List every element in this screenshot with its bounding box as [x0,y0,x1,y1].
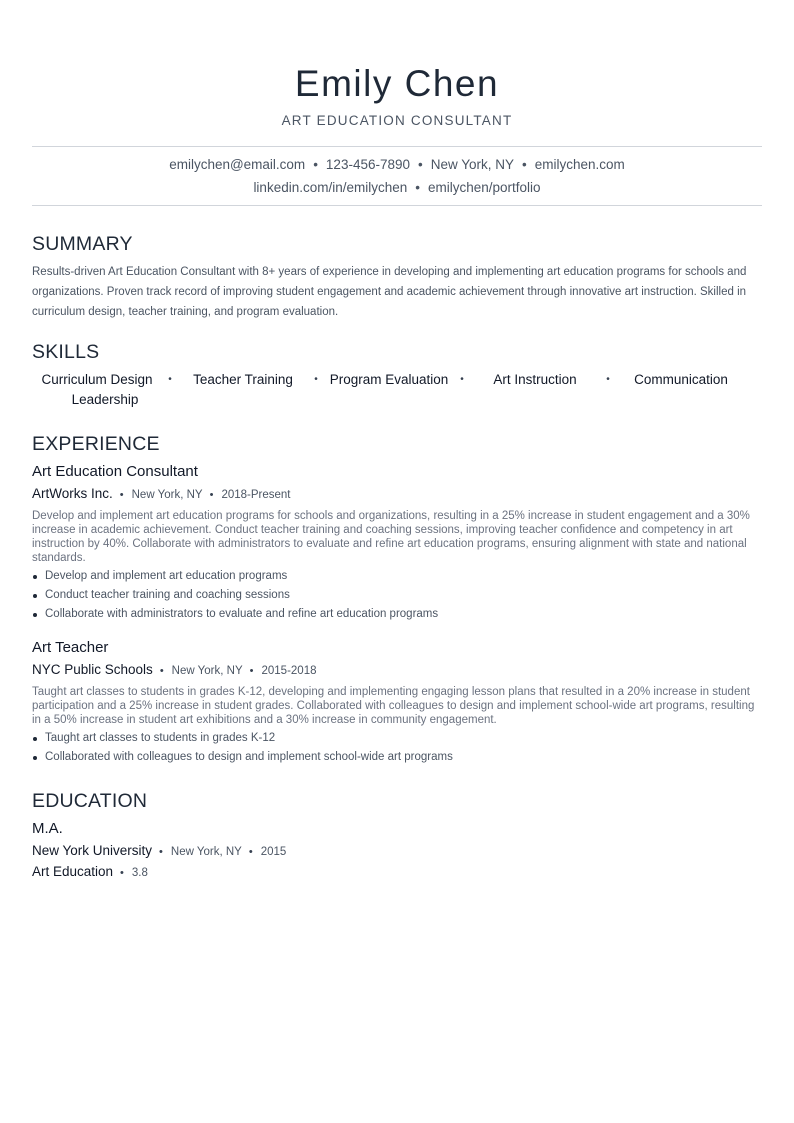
skill-item: Curriculum Design [41,372,153,387]
bullet-icon [33,575,37,579]
job-bullet [32,605,762,624]
job-bullet [32,586,762,605]
summary-text: Results-driven Art Education Consultant with 8+ years of experience in developing and implementing art education programs for schools and organizations. Proven track record of improving student engagement and academic achievement through innovative art instruction. Skilled in curriculum design, teacher training, and program evaluation. [32,266,747,318]
education-degree: M.A. [32,820,63,837]
meta-separator: • [209,489,214,501]
job-bullet-text: Collaborated with colleagues to design and implement school-wide art programs [45,751,453,763]
contact-portfolio[interactable]: emilychen/portfolio [428,180,541,195]
education-section [32,789,762,883]
contact-info [32,147,762,205]
skill-separator: • [606,374,610,385]
skill-item: Leadership [71,392,139,407]
job-company: NYC Public Schools [32,662,153,677]
education-year: 2015 [260,846,287,858]
job-bullet [32,729,762,748]
job-title: Art Teacher [32,639,109,656]
experience-heading: EXPERIENCE [32,433,160,455]
bullet-icon [33,613,37,617]
job-bullets [32,567,762,624]
job-entry [32,638,762,767]
contact-location: New York, NY [430,157,515,172]
job-company: ArtWorks Inc. [32,486,113,501]
experience-section [32,432,762,767]
candidate-name: Emily Chen [294,63,500,104]
job-bullet-text: Develop and implement art education programs [45,570,288,582]
contact-separator: • [522,157,527,172]
job-bullet-text: Taught art classes to students in grades K-12 [45,732,276,744]
meta-separator: • [248,846,253,858]
skill-item: Art Instruction [493,372,577,387]
resume-page [32,0,762,883]
contact-phone[interactable]: 123-456-7890 [325,157,410,172]
job-title: Art Education Consultant [32,463,198,480]
job-description: Taught art classes to students in grades K-12, developing and implementing engaging lesson plans that resulted in a 20% increase in student participation and a 25% increase in student grades. Collaborated with colleagues to design and implement school-wide art programs, resulting in a 50% increase in student art exhibitions and a 30% increase in community engagement. [32,686,755,726]
job-bullet-text: Collaborate with administrators to evaluate and refine art education programs [45,608,439,620]
contact-row-1 [32,153,762,176]
education-field: Art Education [32,864,114,879]
contact-row-2 [32,176,762,199]
skill-separator: • [460,374,464,385]
bullet-icon [33,756,37,760]
contact-email[interactable]: emilychen@email.com [169,157,306,172]
candidate-title: ART EDUCATION CONSULTANT [281,113,513,128]
contact-separator: • [313,157,318,172]
meta-separator: • [159,665,164,677]
job-dates: 2015-2018 [261,665,317,677]
skills-row-2 [32,390,762,410]
skills-section [32,340,762,410]
skills-list [32,370,762,410]
contact-separator: • [415,180,420,195]
education-school-line [32,841,762,862]
job-company-line [32,660,762,681]
job-bullet-text: Conduct teacher training and coaching sessions [45,589,290,601]
education-heading: EDUCATION [32,790,148,812]
meta-separator: • [159,846,163,858]
job-bullet [32,748,762,767]
job-location: New York, NY [171,665,243,677]
skills-row-1 [32,370,762,390]
skills-heading: SKILLS [32,341,100,363]
contact-linkedin[interactable]: linkedin.com/in/emilychen [253,180,408,195]
job-location: New York, NY [131,489,203,501]
summary-heading: SUMMARY [32,233,133,255]
meta-separator: • [249,665,254,677]
job-description: Develop and implement art education programs for schools and organizations, resulting in a 25% increase in student engagement and a 30% increase in academic achievement. Conduct teacher training and coaching sessions, improving teacher confidence and competency in art instruction by 40%. Collaborate with administrators to evaluate and refine art education programs, ensuring alignment with state and national standards. [32,510,750,564]
skill-item: Program Evaluation [329,372,449,387]
meta-separator: • [119,489,124,501]
job-entry [32,462,762,624]
education-field-line [32,862,762,883]
skill-separator: • [168,374,172,385]
education-location: New York, NY [170,846,242,858]
bullet-icon [33,737,37,741]
skill-separator: • [314,374,318,385]
job-bullets [32,729,762,767]
job-dates: 2018-Present [221,489,291,501]
bullet-icon [33,594,37,598]
skill-item: Teacher Training [193,372,293,387]
summary-section [32,232,762,322]
education-gpa: 3.8 [131,867,148,879]
education-school: New York University [32,843,153,858]
header-divider-bottom [32,205,762,206]
skill-item: Communication [634,372,728,387]
job-bullet [32,567,762,586]
job-company-line [32,484,762,505]
meta-separator: • [120,867,124,879]
contact-separator: • [418,157,423,172]
contact-website[interactable]: emilychen.com [534,157,625,172]
